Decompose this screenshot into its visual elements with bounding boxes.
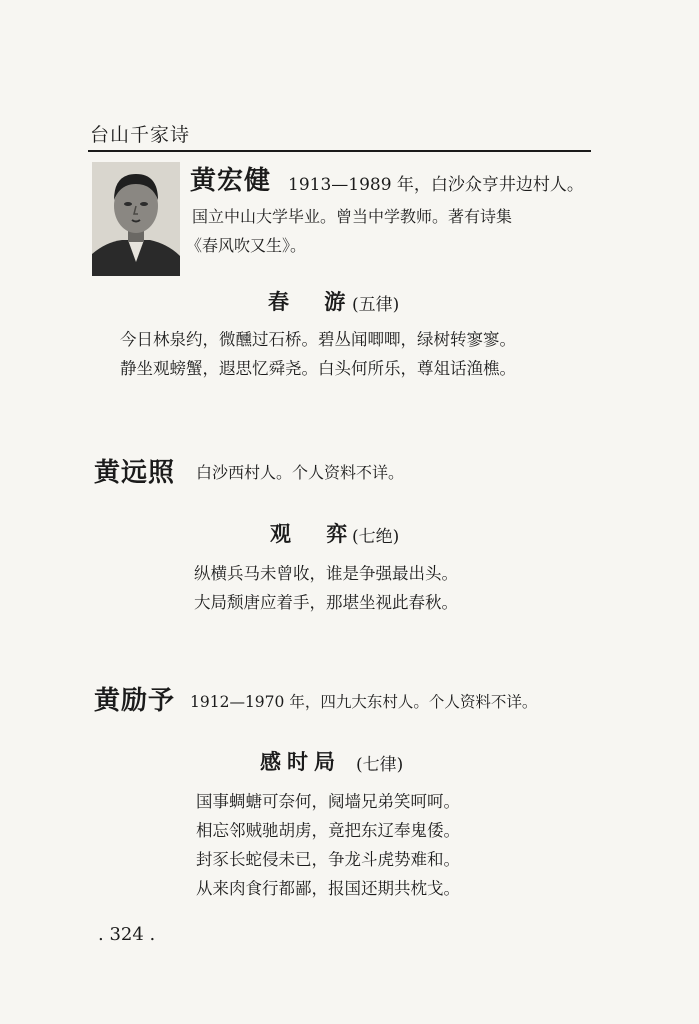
author-bio: 《春风吹又生》。 (186, 236, 307, 255)
running-head: 台山千家诗 (90, 124, 191, 146)
poem-line: 静坐观螃蟹，遐思忆舜尧。白头何所乐，尊俎话渔樵。 (120, 359, 516, 378)
poem-line: 封豕长蛇侵未已，争龙斗虎势难和。 (196, 850, 460, 869)
poem-form: (七绝) (352, 527, 400, 547)
page-number: . 324 . (98, 924, 156, 945)
poem-form: (七律) (356, 755, 404, 775)
poem-title: 春 游 (268, 290, 360, 314)
author-bio: 国立中山大学毕业。曾当中学教师。著有诗集 (192, 207, 513, 226)
poem-title: 观 弈 (270, 522, 362, 546)
poem-line: 相忘邻贼驰胡虏，竟把东辽奉鬼倭。 (196, 821, 460, 840)
poem-line: 国事蜩螗可奈何，阋墙兄弟笑呵呵。 (196, 792, 460, 811)
author-name: 黄宏健 (190, 166, 272, 196)
portrait-image (92, 162, 180, 276)
author-name: 黄远照 (94, 458, 176, 488)
author-name: 黄励予 (94, 686, 176, 716)
author-portrait (92, 162, 180, 276)
author-bio: 1912—1970 年，四九大东村人。个人资料不详。 (190, 693, 538, 711)
header-rule (88, 150, 591, 152)
poem-line: 从来肉食行都鄙，报国还期共枕戈。 (196, 879, 460, 898)
poem-line: 大局颓唐应着手，那堪坐视此春秋。 (194, 593, 458, 612)
poem-line: 今日林泉约，微醺过石桥。碧丛闻唧唧，绿树转寥寥。 (120, 330, 516, 349)
author-bio: 1913—1989 年，白沙众亨井边村人。 (288, 175, 584, 195)
poem-form: (五律) (352, 295, 400, 315)
author-bio: 白沙西村人。个人资料不详。 (196, 463, 405, 482)
poem-line: 纵横兵马未曾收，谁是争强最出头。 (194, 564, 458, 583)
poem-title: 感时局 (260, 750, 341, 774)
